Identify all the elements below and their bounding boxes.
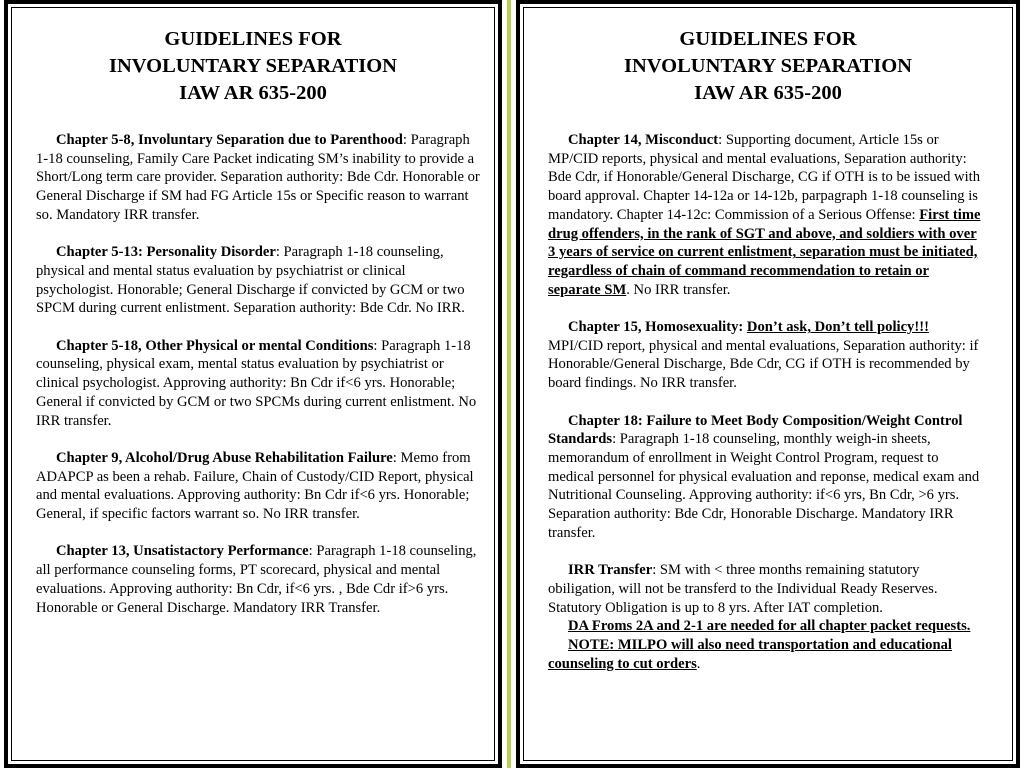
chapter-5-18-body: Paragraph 1-18 counseling, physical exam, mental status evaluation by psychiatrist or clinical psychologist. Approving authority: Bn Cdr if<6 yrs. Honorable; General if convicted by GCM or two SPCMs during current enlistment. No IRR transfer. bbox=[36, 337, 477, 429]
chapter-13-title: Chapter 13, Unsatistactory Performance bbox=[56, 543, 309, 560]
irr-transfer-body: : SM with < three months remaining statutory obiligation, will not be transferd to the Individual Ready Reserves. Statutory Obligation is up to 8 yrs. After IAT completion. bbox=[548, 562, 938, 616]
chapter-13-body: Paragraph 1-18 counseling, all performance counseling forms, PT scorecard, physical and mental evaluations. Approving authority: Bn Cdr, if<6 yrs. , Bde Cdr if>6 yrs. Honorable or General Discharge. Mandatory IRR Transfer. bbox=[36, 543, 477, 616]
right-heading-line-2: INVOLUNTARY SEPARATION bbox=[624, 55, 912, 77]
left-heading-line-2: INVOLUNTARY SEPARATION bbox=[109, 55, 397, 77]
chapter-9-body: Memo from ADAPCP as been a rehab. Failure, Chain of Custody/CID Report, physical and mental evaluations. Approving authority: Bn Cdr if<6 yrs. Honorable; General, if specific factors warrant so. No IRR transfer. bbox=[36, 449, 474, 523]
chapter-5-8-sep: : bbox=[402, 132, 407, 148]
chapter-15-body: MPI/CID report, physical and mental evaluations, Separation authority: if Honorable/General Discharge, Bde Cdr, CG if OTH is recommended by board findings. No IRR transfer. bbox=[548, 337, 979, 392]
chapter-9-title: Chapter 9, Alcohol/Drug Abuse Rehabilitation Failure bbox=[56, 449, 393, 466]
panel-divider bbox=[507, 0, 511, 768]
chapter-5-13-body: Paragraph 1-18 counseling, physical and mental status evaluation by psychiatrist or clinical psychologist. Honorable; General Discharge if convicted by GCM or two SPCM during current enlistment. Separation authority: Bde Cdr. No IRR. bbox=[36, 244, 465, 317]
left-panel bbox=[4, 0, 502, 768]
left-heading bbox=[8, 26, 498, 107]
chapter-15-emphasis: Don’t ask, Don’t tell policy!!! bbox=[746, 319, 929, 336]
chapter-15-paragraph bbox=[548, 318, 984, 393]
chapter-5-8-paragraph bbox=[36, 131, 483, 225]
right-heading-line-3: IAW AR 635-200 bbox=[694, 82, 842, 104]
da-forms-paragraph bbox=[548, 617, 984, 636]
note-paragraph bbox=[548, 636, 984, 673]
right-content bbox=[548, 131, 984, 673]
chapter-14-emphasis: First time drug offenders, in the rank of SGT and above, and soldiers with over 3 years of service on current enlistment, separation must be initiated, regardless of chain of command recommendation to retain or separate SM bbox=[548, 206, 981, 298]
chapter-14-body: : Supporting document, Article 15s or MP/CID reports, physical and mental evaluations, Separation authority: Bde Cdr, if Honorable/General Discharge, CG if OTH is to be issued with board approval. Chapter 14-12a or 14-12b, parpagraph 1-18 counseling is mandatory. Chapter 14-12c: Commission of a Serious Offense: bbox=[548, 132, 981, 223]
chapter-14-tail: . No IRR transfer. bbox=[626, 281, 731, 298]
chapter-5-18-paragraph bbox=[36, 337, 483, 431]
chapter-18-title: Chapter 18: Failure to Meet Body Composition/Weight Control Standards bbox=[548, 412, 963, 448]
irr-transfer-paragraph bbox=[548, 561, 984, 617]
chapter-18-body: : Paragraph 1-18 counseling, monthly weigh-in sheets, memorandum of enrollment in Weight Control Program, request to medical personnel for physical evaluation and reponse, medical exam and Nutritional Counseling. Approving authority: if<6 yrs, Bn Cdr, >6 yrs. Separation authority: Bde Cdr, Honorable Discharge. Mandatory IRR transfer. bbox=[548, 431, 980, 541]
right-heading-line-1: GUIDELINES FOR bbox=[679, 28, 857, 50]
right-heading bbox=[520, 26, 1016, 107]
chapter-14-title: Chapter 14, Misconduct bbox=[568, 132, 719, 148]
chapter-13-paragraph bbox=[36, 542, 483, 617]
chapter-5-18-title: Chapter 5-18, Other Physical or mental Conditions bbox=[56, 337, 374, 354]
chapter-9-sep: : bbox=[392, 449, 397, 466]
note-text: NOTE: MILPO will also need transportation and educational counseling to cut orders bbox=[548, 636, 952, 672]
chapter-9-paragraph bbox=[36, 449, 483, 524]
left-heading-line-1: GUIDELINES FOR bbox=[164, 28, 342, 50]
left-heading-line-3: IAW AR 635-200 bbox=[179, 82, 327, 104]
chapter-5-8-body: Paragraph 1-18 counseling, Family Care Packet indicating SM’s inability to provide a Short/Long term care provider. Separation authority: Bde Cdr. Honorable or General Discharge if SM had FG Article 15s or Specific reason to warrant so. Mandatory IRR transfer. bbox=[36, 132, 480, 223]
chapter-14-paragraph bbox=[548, 131, 984, 299]
left-content bbox=[36, 131, 483, 636]
chapter-15-title: Chapter 15, Homosexuality: bbox=[568, 319, 744, 336]
chapter-13-sep: : bbox=[308, 543, 313, 560]
chapter-18-paragraph bbox=[548, 412, 984, 543]
chapter-5-13-paragraph bbox=[36, 243, 483, 318]
chapter-5-8-title: Chapter 5-8, Involuntary Separation due to Parenthood bbox=[56, 132, 403, 148]
irr-transfer-title: IRR Transfer bbox=[568, 562, 653, 579]
right-panel bbox=[516, 0, 1020, 768]
chapter-5-13-sep: : bbox=[275, 244, 280, 261]
chapter-5-13-title: Chapter 5-13: Personality Disorder bbox=[56, 244, 276, 261]
note-tail: . bbox=[696, 655, 701, 672]
da-forms-text: DA Froms 2A and 2-1 are needed for all chapter packet requests. bbox=[568, 618, 971, 635]
chapter-5-18-sep: : bbox=[373, 337, 378, 354]
